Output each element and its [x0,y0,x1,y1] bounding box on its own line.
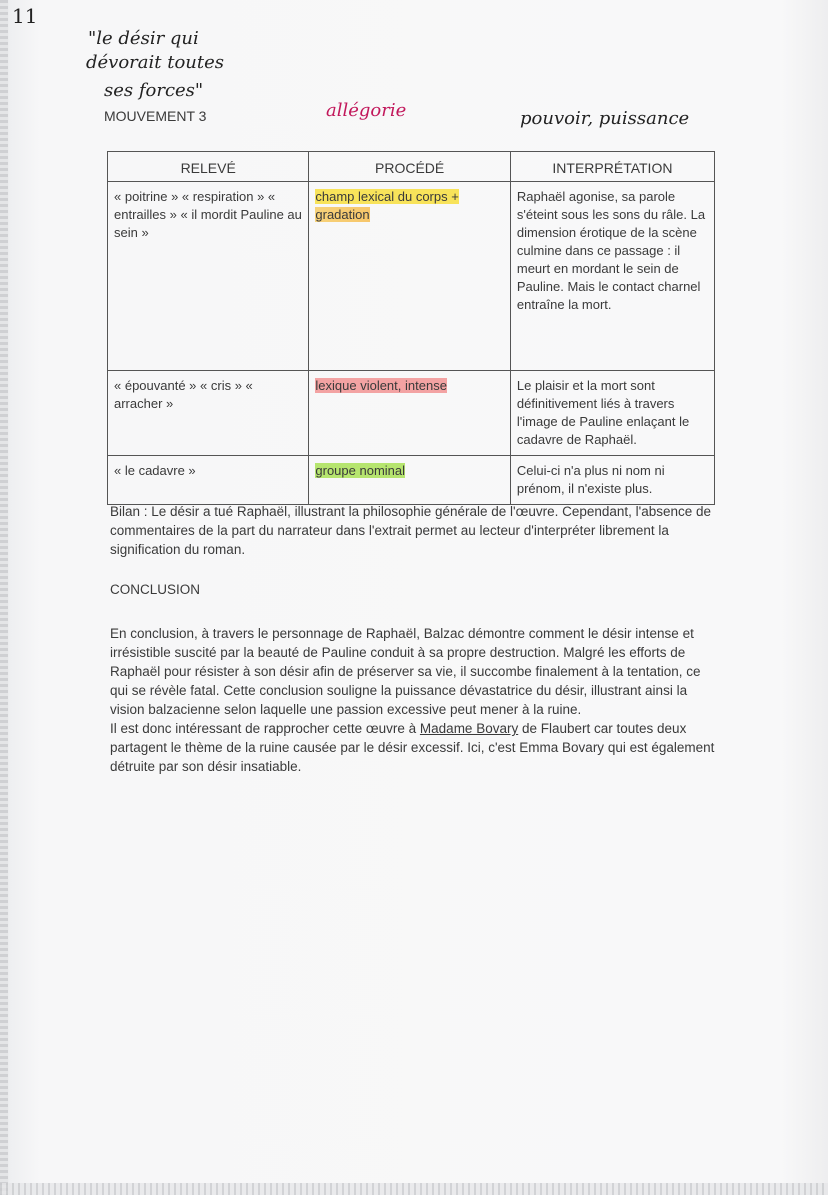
releve-cell: « poitrine » « respiration » « entrailles » « il mordit Pauline au sein » [108,182,309,371]
handwritten-quote-line-3: ses forces" [104,80,204,101]
bilan-paragraph: Bilan : Le désir a tué Raphaël, illustrant la philosophie générale de l'œuvre. Cependant, l'absence de commentaires de la part du narrateur dans l'extrait permet au lecteur d'interpréter librement la signification du roman. [110,504,712,557]
paragraph-text: Il est donc intéressant de rapprocher cette œuvre à [110,721,420,736]
table-row [108,456,715,505]
analysis-table [107,151,715,505]
procede-highlight-2: gradation [315,207,370,222]
conclusion-body [110,624,716,776]
procede-cell [309,182,510,371]
madame-bovary-title: Madame Bovary [419,721,519,736]
interpretation-cell: Le plaisir et la mort sont définitivement liés à travers l'image de Pauline enlaçant le cadavre de Raphaël. [510,371,714,456]
page-number: 11 [12,4,38,28]
interpretation-cell: Raphaël agonise, sa parole s'éteint sous les sons du râle. La dimension érotique de la scène culmine dans ce passage : il meurt en mordant le sein de Pauline. Mais le contact charnel entraîne la mort. [510,182,714,371]
table-header-row [108,152,715,182]
table-row [108,371,715,456]
paragraph-text: de Flaubert car toutes deux partagent le thème de la ruine causée par le désir excessif. Ici, c'est Emma Bovary qui est également détruite par son désir insatiable. [110,721,715,774]
conclusion-paragraph-1: En conclusion, à travers le personnage de Raphaël, Balzac démontre comment le désir intense et irrésistible suscité par la beauté de Pauline conduit à sa propre destruction. Malgré les efforts de Raphaël pour résister à son désir afin de préserver sa vie, il succombe finalement à la tentation, ce qui se révèle fatal. Cette conclusion souligne la puissance dévastatrice du désir, illustrant ainsi la vision balzacienne selon laquelle une passion excessive peut mener à la ruine. [110,626,701,717]
procede-highlight: groupe nominal [315,463,406,478]
handwritten-quote-line-2: dévorait toutes [86,52,225,73]
header-procede: PROCÉDÉ [309,152,510,182]
binder-edge [0,0,8,1195]
conclusion-paragraph-2 [110,719,716,776]
procede-cell [309,456,510,505]
interpretation-cell: Celui-ci n'a plus ni nom ni prénom, il n'existe plus. [510,456,714,505]
section-title: MOUVEMENT 3 [104,108,207,124]
procede-cell [309,371,510,456]
header-releve: RELEVÉ [108,152,309,182]
releve-cell: « épouvanté » « cris » « arracher » [108,371,309,456]
handwritten-allegorie: allégorie [326,100,407,121]
handwritten-quote-line-1: "le désir qui [88,28,199,49]
conclusion-title: CONCLUSION [110,582,201,597]
header-interpretation: INTERPRÉTATION [510,152,714,182]
releve-cell: « le cadavre » [108,456,309,505]
binder-bottom-edge [0,1183,828,1195]
procede-highlight: champ lexical du corps + [315,189,459,204]
handwritten-pouvoir: pouvoir, puissance [520,108,690,129]
table-row [108,182,715,371]
procede-highlight: lexique violent, intense [315,378,447,393]
